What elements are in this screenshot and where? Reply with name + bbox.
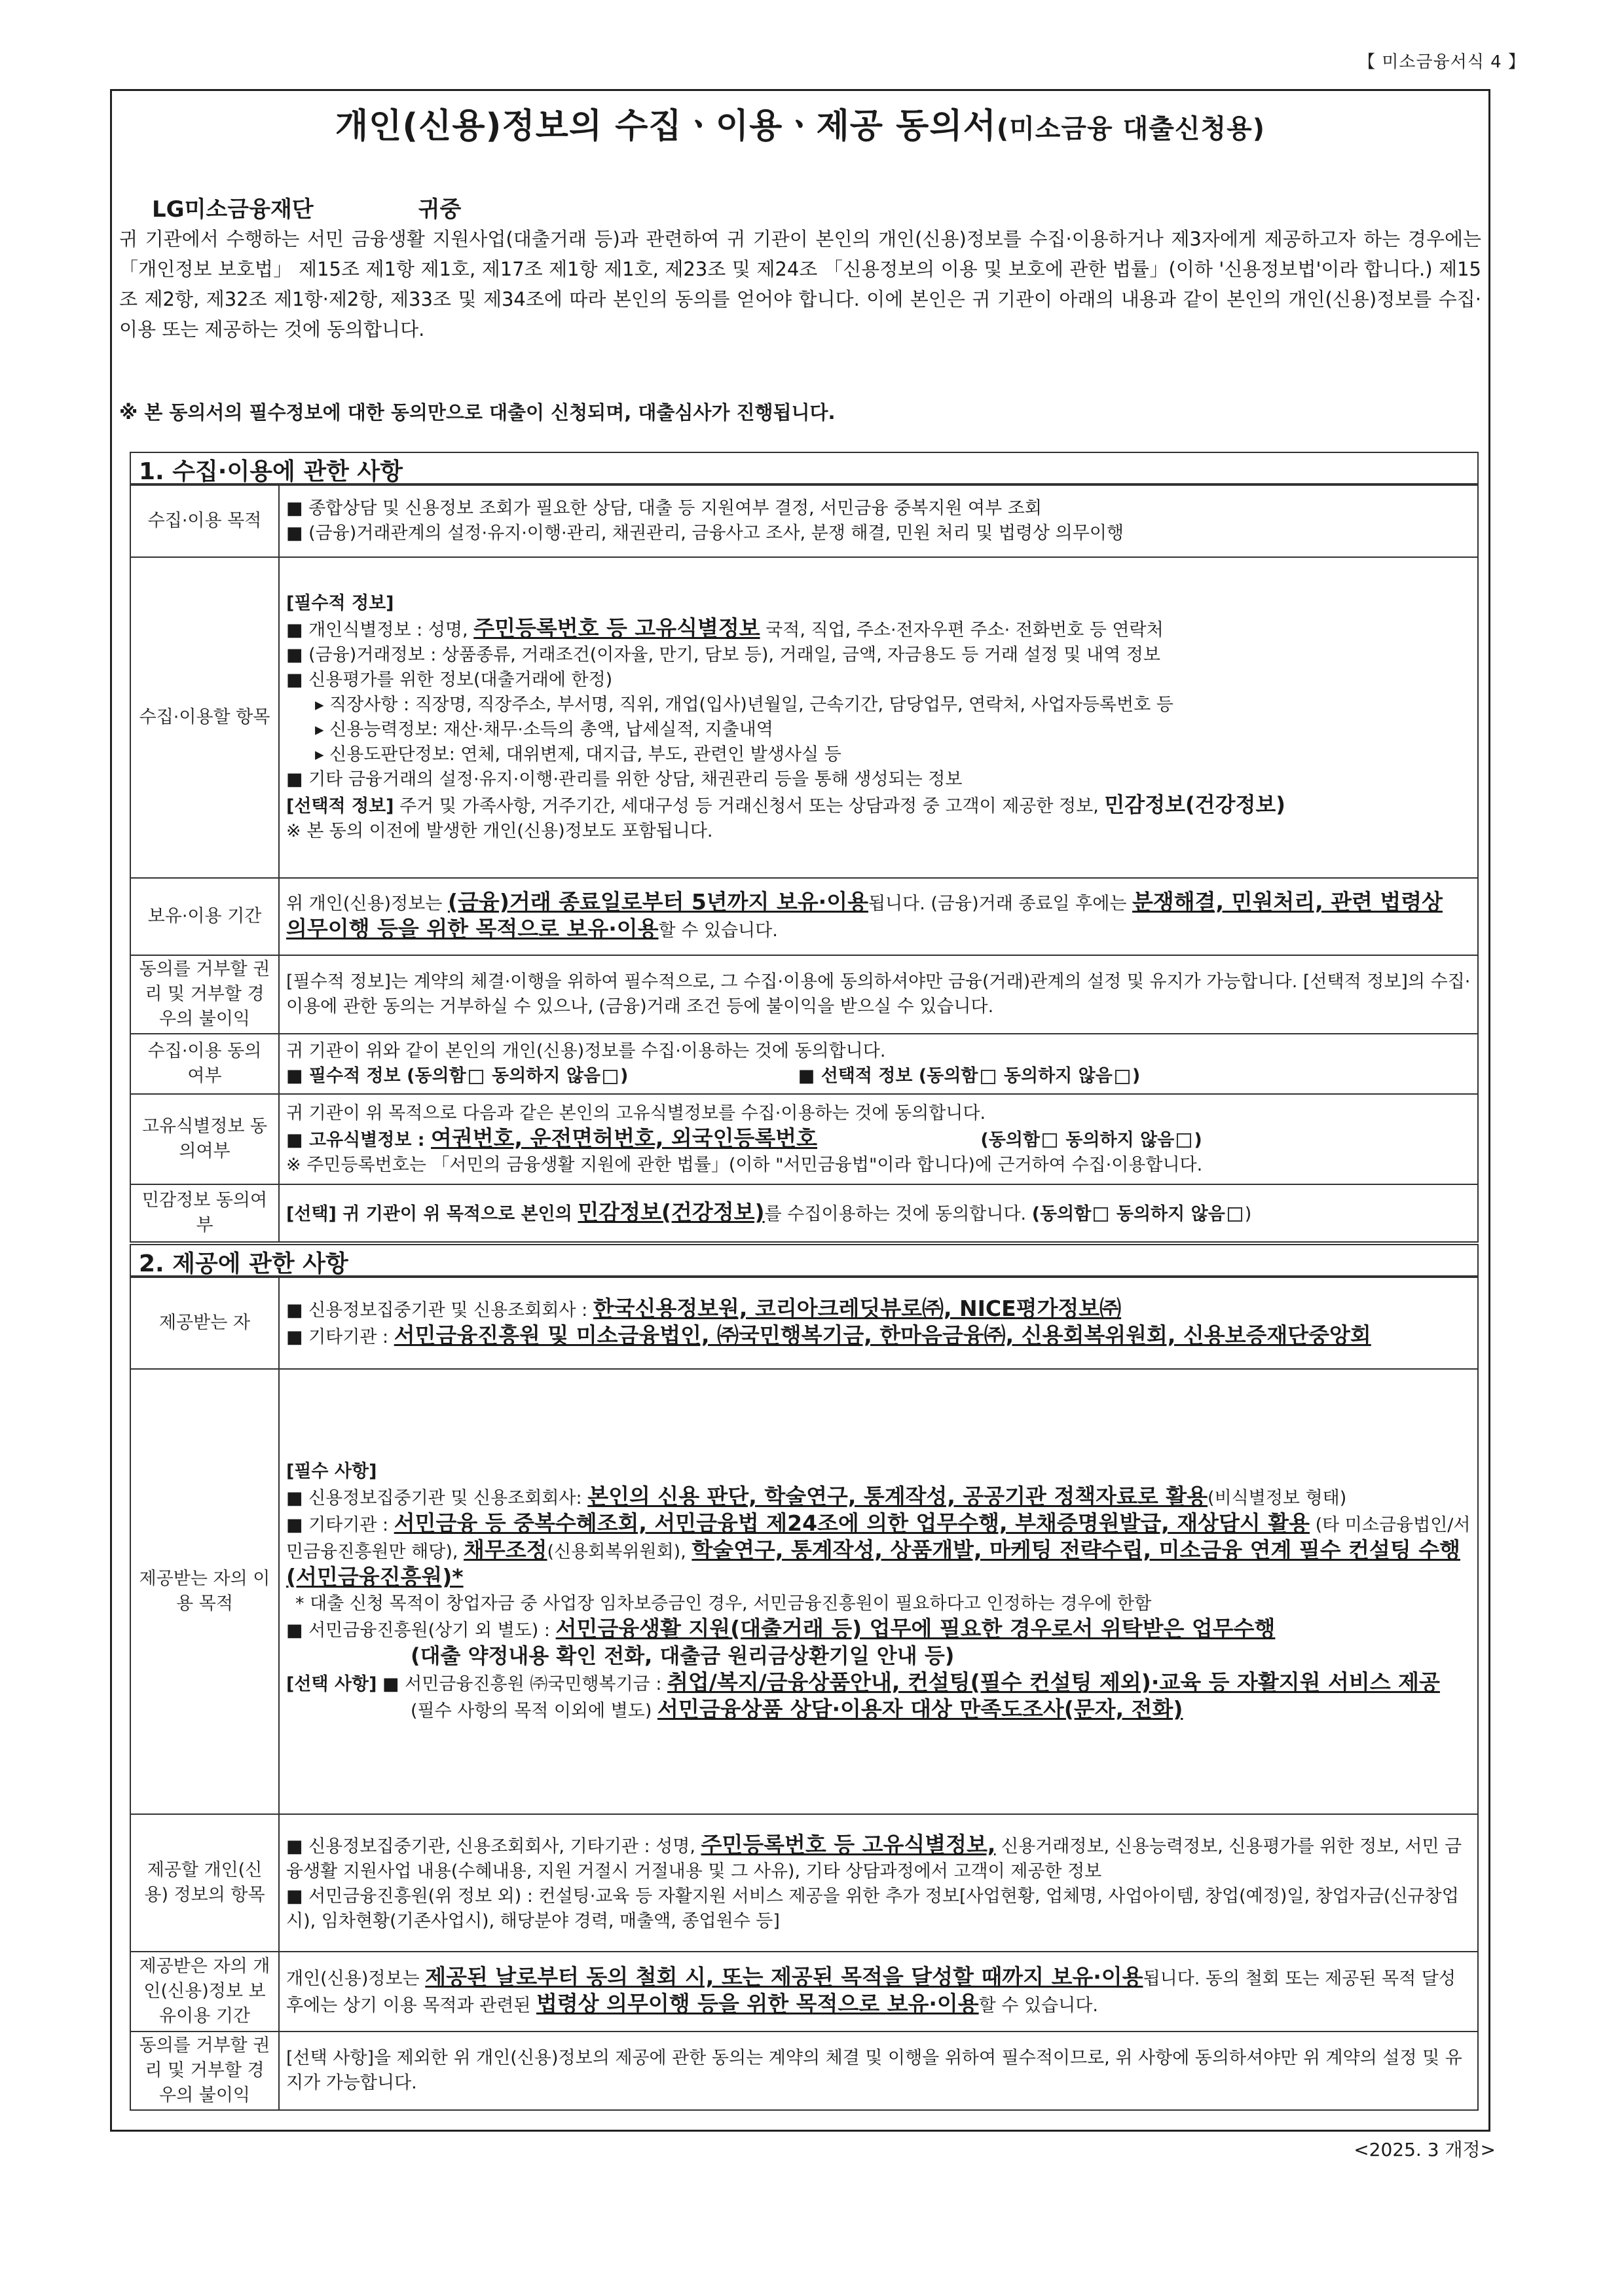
form-title: 개인(신용)정보의 수집ㆍ이용ㆍ제공 동의서(미소금융 대출신청용) xyxy=(335,107,1266,146)
uid-item: ■ 고유식별정보 : 여권번호, 운전면허번호, 외국인등록번호 (동의함 동의하지 않음 ) xyxy=(286,1125,1202,1151)
optional-agree-checkbox[interactable] xyxy=(981,1070,995,1084)
optional-disagree-checkbox[interactable] xyxy=(1115,1070,1130,1084)
use-line: (대출 약정내용 확인 전화, 대출금 원리금상환기일 안내 등) xyxy=(411,1643,955,1668)
items-line: ■ 기타 금융거래의 설정·유지·이행·관리를 위한 상담, 채권관리 등을 통해 생성되는 정보 xyxy=(286,769,963,790)
req-tag: [필수 사항] xyxy=(286,1461,377,1482)
items-sub-line: ▸ 직장사항 : 직장명, 직장주소, 부서명, 직위, 개업(입사)년월일, 근속기간, 담당업무, 연락처, 사업자등록번호 등 xyxy=(315,695,1173,715)
items-cell xyxy=(279,557,1478,878)
section2-heading: 2. 제공에 관한 사항 xyxy=(130,1244,1479,1277)
prov-items-cell xyxy=(279,1814,1478,1952)
prov-refuse-label: 동의를 거부할 권리 및 거부할 경우의 불이익 xyxy=(130,2032,279,2110)
recv-line: ■ 기타기관 : 서민금융진흥원 및 미소금융법인, ㈜국민행복기금, 한마음금융㈜, 신용회복위원회, 신용보증재단중앙회 xyxy=(286,1322,1371,1348)
uid-agree-checkbox[interactable] xyxy=(1043,1133,1057,1148)
opt-line: (필수 사항의 목적 이외에 별도) 서민금융상품 상담·이용자 대상 만족도조사(문자, 전화) xyxy=(411,1696,1183,1722)
recipient: LG미소금융재단 귀중 xyxy=(152,196,462,223)
consent-cell xyxy=(279,1034,1478,1094)
items-label: 수집·이용할 항목 xyxy=(130,557,279,878)
use-label: 제공받는 자의 이용 목적 xyxy=(130,1369,279,1814)
items-sub-line: ▸ 신용능력정보: 재산·채무·소득의 총액, 납세실적, 지출내역 xyxy=(315,720,773,740)
refuse-label: 동의를 거부할 권리 및 거부할 경우의 불이익 xyxy=(130,955,279,1034)
refuse-cell: [필수적 정보]는 계약의 체결·이행을 위하여 필수적으로, 그 수집·이용에 동의하셔야만 금융(거래)관계의 설정 및 유지가 가능합니다. [선택적 정보]의 수집·이용에 관한 동의는 거부하실 수 있으나, (금융)거래 조건 등에 불이익을 받으실 수 있습니다. xyxy=(279,955,1478,1034)
uid-note: ※ 주민등록번호는 「서민의 금융생활 지원에 관한 법률」(이하 "서민금융법"이라 합니다)에 근거하여 수집·이용합니다. xyxy=(286,1154,1203,1175)
required-disagree-checkbox[interactable] xyxy=(603,1070,618,1084)
purpose-line: ■ 종합상담 및 신용정보 조회가 필요한 상담, 대출 등 지원여부 결정, 서민금융 중복지원 여부 조회 xyxy=(286,498,1042,519)
uid-cell xyxy=(279,1094,1478,1184)
recv-cell xyxy=(279,1277,1478,1369)
sensitive-agree-checkbox[interactable] xyxy=(1094,1207,1108,1222)
period-label: 제공받은 자의 개인(신용)정보 보유이용 기간 xyxy=(130,1952,279,2032)
prov-items-line: ■ 신용정보집중기관, 신용조회회사, 기타기관 : 성명, 주민등록번호 등 고유식별정보, 신용거래정보, 신용능력정보, 신용평가를 위한 정보, 서민 금융생활 지원사업 내용(수혜내용, 지원 거절시 거절내용 및 그 사유), 기타 상담과정에서 고객이 제공한 정보 xyxy=(286,1831,1462,1882)
use-star-note: * 대출 신청 목적이 창업자금 중 사업장 임차보증금인 경우, 서민금융진흥원이 필요하다고 인정하는 경우에 한함 xyxy=(295,1594,1152,1614)
retention-cell: 위 개인(신용)정보는 (금융)거래 종료일로부터 5년까지 보유·이용됩니다. (금융)거래 종료일 후에는 분쟁해결, 민원처리, 관련 법령상 의무이행 등을 위한 목적으로 보유·이용할 수 있습니다. xyxy=(279,878,1478,955)
recv-line: ■ 신용정보집중기관 및 신용조회회사 : 한국신용정보원, 코리아크레딧뷰로㈜, NICE평가정보㈜ xyxy=(286,1296,1122,1321)
use-line: ■ 서민금융진흥원(상기 외 별도) : 서민금융생활 지원(대출거래 등) 업무에 필요한 경우로서 위탁받은 업무수행 xyxy=(286,1616,1276,1641)
section1-heading: 1. 수집·이용에 관한 사항 xyxy=(130,452,1479,484)
opt-line: [선택 사항] ■ 서민금융진흥원 ㈜국민행복기금 : 취업/복지/금융상품안내, 컨설팅(필수 컨설팅 제외)·교육 등 자활지원 서비스 제공 xyxy=(286,1669,1440,1695)
items-id-line: ■ 개인식별정보 : 성명, 주민등록번호 등 고유식별정보 국적, 직업, 주소·전자우편 주소· 전화번호 등 연락처 xyxy=(286,615,1164,641)
sensitive-disagree-checkbox[interactable] xyxy=(1228,1207,1242,1222)
items-note: ※ 본 동의 이전에 발생한 개인(신용)정보도 포함됩니다. xyxy=(286,821,713,841)
prov-items-line: ■ 서민금융진흥원(위 정보 외) : 컨설팅·교육 등 자활지원 서비스 제공을 위한 추가 정보[사업현황, 업체명, 사업아이템, 창업(예정)일, 창업자금(신규창업시), 임차현황(기존사업시), 해당분야 경력, 매출액, 종업원수 등] xyxy=(286,1886,1459,1931)
optional-line: [선택적 정보] 주거 및 가족사항, 거주기간, 세대구성 등 거래신청서 또는 상담과정 중 고객이 제공한 정보, 민감정보(건강정보) xyxy=(286,792,1285,817)
sensitive-label: 민감정보 동의여부 xyxy=(130,1184,279,1242)
uid-label: 고유식별정보 동의여부 xyxy=(130,1094,279,1184)
use-line: ■ 신용정보집중기관 및 신용조회회사: 본인의 신용 판단, 학술연구, 통계작성, 공공기관 정책자료로 활용(비식별정보 형태) xyxy=(286,1484,1347,1509)
consent-text: 귀 기관이 위와 같이 본인의 개인(신용)정보를 수집·이용하는 것에 동의합니다. xyxy=(286,1041,886,1061)
purpose-line: ■ (금융)거래관계의 설정·유지·이행·관리, 채권관리, 금융사고 조사, 분쟁 해결, 민원 처리 및 법령상 의무이행 xyxy=(286,523,1124,543)
use-cell xyxy=(279,1369,1478,1814)
use-line: ■ 기타기관 : 서민금융 등 중복수혜조회, 서민금융법 제24조에 의한 업무수행, 부채증명원발급, 재상담시 활용 (타 미소금융법인/서민금융진흥원만 해당), 채무조정(신용회복위원회), 학술연구, 통계작성, 상품개발, 마케팅 전략수립, 미소금융 연계 필수 컨설팅 수행(서민금융진흥원)* xyxy=(286,1510,1471,1590)
recv-label: 제공받는 자 xyxy=(130,1277,279,1369)
retention-label: 보유·이용 기간 xyxy=(130,878,279,955)
intro-paragraph: 귀 기관에서 수행하는 서민 금융생활 지원사업(대출거래 등)과 관련하여 귀 기관이 본인의 개인(신용)정보를 수집·이용하거나 제3자에게 제공하고자 하는 경우에는 「개인정보 보호법」 제15조 제1항 제1호, 제17조 제1항 제1호, 제23조 및 제24조 「신용정보의 이용 및 보호에 관한 법률」(이하 '신용정보법'이라 합니다.) 제15조 제2항, 제32조 제1항·제2항, 제33조 및 제34조에 따라 본인의 동의를 얻어야 합니다. 이에 본인은 귀 기관이 아래의 내용과 같이 본인의 개인(신용)정보를 수집·이용 또는 제공하는 것에 동의합니다. xyxy=(119,228,1481,340)
sensitive-cell: [선택] 귀 기관이 위 목적으로 본인의 민감정보(건강정보)를 수집이용하는 것에 동의합니다. (동의함 동의하지 않음 ) xyxy=(279,1184,1478,1242)
consent-label: 수집·이용 동의 여부 xyxy=(130,1034,279,1094)
purpose-cell xyxy=(279,485,1478,557)
period-cell: 개인(신용)정보는 제공된 날로부터 동의 철회 시, 또는 제공된 목적을 달성할 때까지 보유·이용됩니다. 동의 철회 또는 제공된 목적 달성 후에는 상기 이용 목적과 관련된 법령상 의무이행 등을 위한 목적으로 보유·이용할 수 있습니다. xyxy=(279,1952,1478,2032)
notice-line: ※ 본 동의서의 필수정보에 대한 동의만으로 대출이 신청되며, 대출심사가 진행됩니다. xyxy=(119,401,836,424)
consent-options: ■ 필수적 정보 (동의함 동의하지 않음 ) ■ 선택적 정보 (동의함 동의하지 않음 ) xyxy=(286,1066,1141,1086)
required-agree-checkbox[interactable] xyxy=(469,1070,483,1084)
uid-disagree-checkbox[interactable] xyxy=(1177,1133,1191,1148)
revision-date: <2025. 3 개정> xyxy=(1354,2139,1496,2160)
section2-table xyxy=(130,1277,1479,2111)
items-line: ■ (금융)거래정보 : 상품종류, 거래조건(이자율, 만기, 담보 등), 거래일, 금액, 자금용도 등 거래 설정 및 내역 정보 xyxy=(286,645,1160,665)
prov-items-label: 제공할 개인(신용) 정보의 항목 xyxy=(130,1814,279,1952)
form-number: 【 미소금융서식 4 】 xyxy=(1357,52,1526,72)
uid-text: 귀 기관이 위 목적으로 다음과 같은 본인의 고유식별정보를 수집·이용하는 것에 동의합니다. xyxy=(286,1102,986,1123)
section1-table xyxy=(130,484,1479,1243)
prov-refuse-cell: [선택 사항]을 제외한 위 개인(신용)정보의 제공에 관한 동의는 계약의 체결 및 이행을 위하여 필수적이므로, 위 사항에 동의하셔야만 위 계약의 설정 및 유지가 가능합니다. xyxy=(279,2032,1478,2110)
items-sub-line: ▸ 신용도판단정보: 연체, 대위변제, 대지급, 부도, 관련인 발생사실 등 xyxy=(315,744,841,765)
items-line: ■ 신용평가를 위한 정보(대출거래에 한정) xyxy=(286,670,613,690)
required-tag: [필수적 정보] xyxy=(286,593,394,613)
purpose-label: 수집·이용 목적 xyxy=(130,485,279,557)
